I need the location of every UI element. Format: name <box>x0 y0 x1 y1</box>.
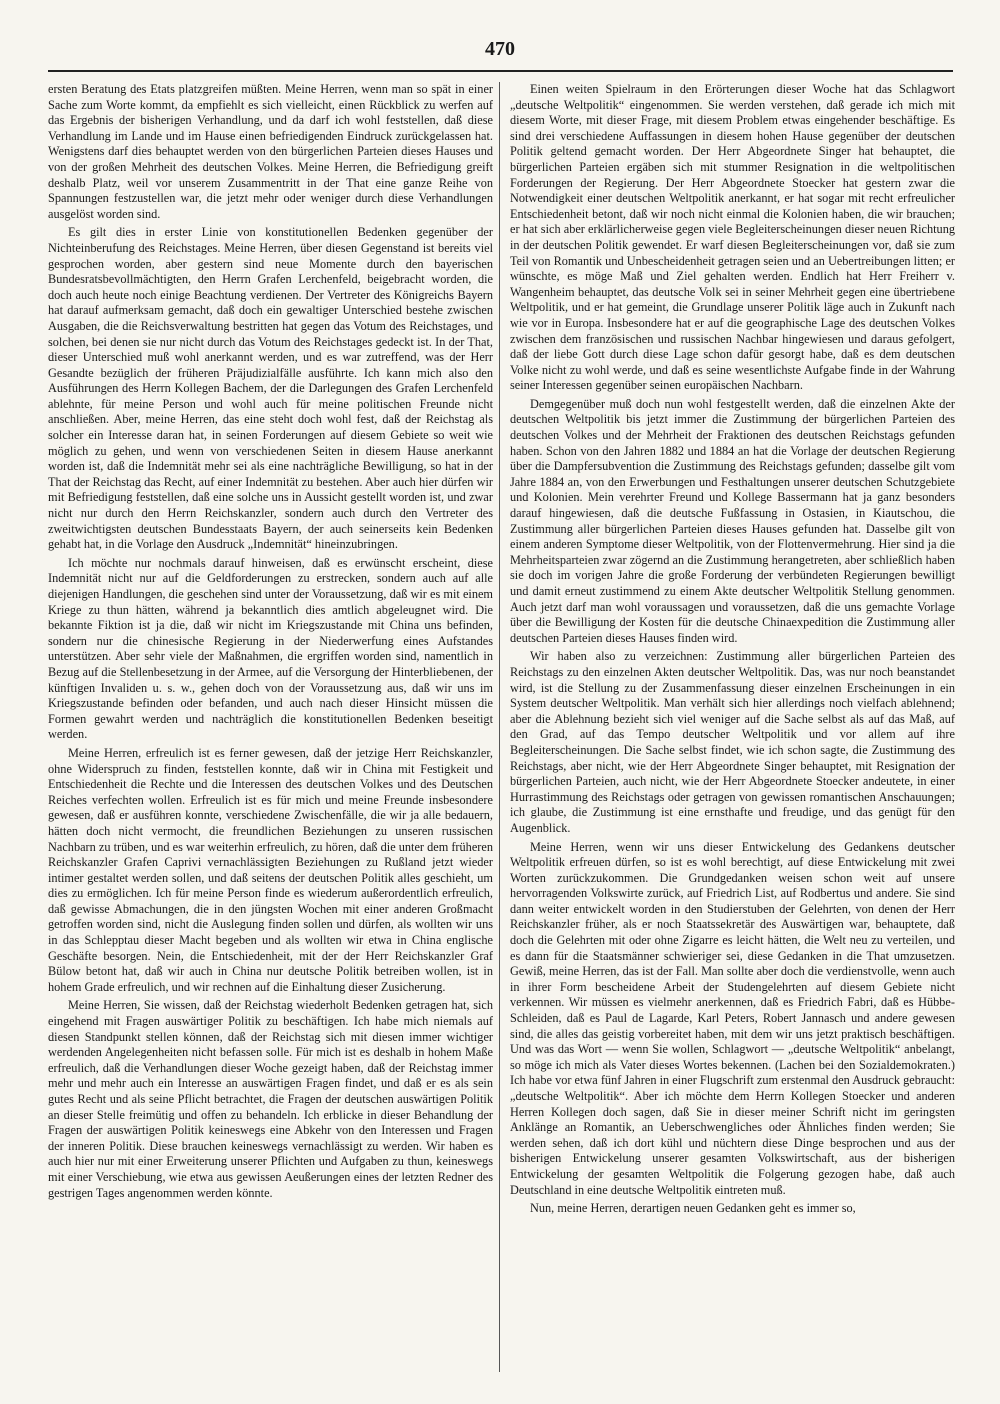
header-rule <box>48 70 953 72</box>
paragraph: Einen weiten Spielraum in den Erörterungen dieser Woche hat das Schlagwort „deutsche Weltpolitik“ eingenommen. Sie werden verstehen, daß gerade ich mich mit diesem Worte, mit dieser Frage, mit diesem Problem etwas eingehender beschäftige. Es sind drei verschiedene Auffassungen in diesem hohen Hause gegenüber der deutschen Politik geltend gemacht worden. Der Herr Abgeordnete Singer hat behauptet, die bürgerlichen Parteien ergäben sich mit stummer Resignation in die weltpolitischen Forderungen der Regierung. Der Herr Abgeordnete Stoecker hat gestern zwar die Notwendigkeit einer deutschen Weltpolitik anerkannt, er hat sogar mit recht erfreulicher Entschiedenheit betont, daß wir noch nicht einmal die Kolonien haben, die wir brauchen; er hat sich aber erklärlicherweise gegen viele Begleiterscheinungen dieser neuen Richtung in der deutschen Politik gewendet. Er warf diesen Begleiterscheinungen vor, daß sie zum Teil von Romantik und Unbescheidenheit getragen seien und an Uebertreibungen litten; er wünschte, es möge Maß und Ziel gehalten werden. Endlich hat Herr Freiherr v. Wangenheim behauptet, das deutsche Volk sei in seiner Mehrheit gegen eine übertriebene Weltpolitik, und er hat gemeint, die Grundlage unserer Politik läge auch in Zukunft nach wie vor in Europa. Insbesondere hat er auf die geographische Lage des deutschen Volkes zwischen dem französischen und russischen Nachbar hingewiesen und daraus gefolgert, daß der liebe Gott durch diese Lage schon dafür gesorgt habe, daß es dem deutschen Volke nicht zu wohl werde, und daß es seine wesentlichste Aufgabe finde in der Wahrung seiner Interessen gegenüber seinen europäischen Nachbarn. <box>510 82 955 393</box>
right-column <box>510 82 955 1372</box>
column-divider <box>499 82 500 1372</box>
left-column <box>48 82 493 1372</box>
paragraph: Meine Herren, wenn wir uns dieser Entwickelung des Gedankens deutscher Weltpolitik erfreuen dürfen, so ist es wohl berechtigt, auf diese Entwickelung mit zwei Worten zurückzukommen. Die Grundgedanken weisen schon weit auf unsere hervorragenden Volkswirte zurück, auf Friedrich List, auf Rodbertus und andere. Sie sind dann weiter entwickelt worden in den Studierstuben der Gelehrten, von denen der Herr Reichskanzler früher, als er noch Staatssekretär des Auswärtigen war, behauptete, daß doch die Gelehrten mit oder ohne Zigarre es leicht hätten, die Welt neu zu verteilen, und es dann für die Staatsmänner schwieriger sei, diese Gedanken in die That umzusetzen. Gewiß, meine Herren, das ist der Fall. Man sollte aber doch die verdienstvolle, wenn auch in ihrer Form bescheidene Arbeit der Studengelehrten auf diesem Gebiete nicht verkennen. Wir müssen es vielmehr anerkennen, daß es Friedrich Fabri, daß es Hübbe-Schleiden, daß es Paul de Lagarde, Karl Peters, Robert Jannasch und andere gewesen sind, die alles das geistig vorbereitet haben, mit dem wir uns jetzt praktisch beschäftigen. Und was das Wort — wenn Sie wollen, Schlagwort — „deutsche Weltpolitik“ anbelangt, so möge ich mich als Vater dieses Wortes bekennen. (Lachen bei den Sozialdemokraten.) Ich habe vor etwa fünf Jahren in einer Flugschrift zum erstenmal den Ausdruck gebraucht: „deutsche Weltpolitik“. Aber ich möchte dem Herrn Kollegen Stoecker und anderen Herren Kollegen doch sagen, daß Sie in dieser meiner Schrift nicht im geringsten Anklänge an Romantik, an Ueberschwengliches oder Ähnliches finden werden; Sie werden sehen, daß ich dort kühl und nüchtern diese Dinge besprochen und aus der bisherigen Entwickelung unserer gesamten Volkswirtschaft, aus der bisherigen Entwickelung der gesamten Weltpolitik die Folgerung gezogen habe, daß auch Deutschland in eine deutsche Weltpolitik eintreten muß. <box>510 839 955 1197</box>
paragraph: Meine Herren, erfreulich ist es ferner gewesen, daß der jetzige Herr Reichskanzler, ohne Widerspruch zu finden, feststellen konnte, daß wir in China mit Festigkeit und Entschiedenheit die Rechte und die Interessen des deutschen Volkes und des Deutschen Reiches verfechten wollen. Erfreulich ist es für mich und meine Freunde insbesondere gewesen, daß er ausführen konnte, verschiedene Zwischenfälle, die wir ja alle bedauern, hätten doch nicht vermocht, die freundlichen Beziehungen zu unseren russischen Nachbarn zu trüben, und es war weiterhin erfreulich, zu hören, daß die unter dem früheren Reichskanzler Grafen Caprivi vernachlässigten Beziehungen zu Rußland jetzt wieder intimer gestaltet werden sollen, und daß seitens der deutschen Politik alles geschieht, um dies zu ermöglichen. Ich für meine Person finde es wiederum außerordentlich erfreulich, daß gewisse Abmachungen, die in den jüngsten Wochen mit einer anderen Großmacht getroffen worden sind, nicht die Auslegung finden sollen und dürfen, als wollten wir uns in das Schlepptau dieser Macht begeben und als wollten wir etwa in China englische Geschäfte besorgen. Nein, die Entschiedenheit, mit der der Herr Reichskanzler Graf Bülow betont hat, daß wir auch in China nur deutsche Politik betreiben wollen, ist in hohem Grade erfreulich, und wir rechnen auf die Einhaltung dieser Zusicherung. <box>48 745 493 994</box>
paragraph: Es gilt dies in erster Linie von konstitutionellen Bedenken gegenüber der Nichteinberufung des Reichstages. Meine Herren, über diesen Gegenstand ist bereits viel gesprochen worden, aber gestern sind neue Momente durch den bayerischen Bundesratsbevollmächtigten, den Herrn Grafen Lerchenfeld, beigebracht worden, die doch auch heute noch einige Beachtung verdienen. Der Vertreter des Königreichs Bayern hat darauf aufmerksam gemacht, daß doch ein gewaltiger Unterschied bestehe zwischen Ausgaben, die die Reichsverwaltung bestritten hat gegen das Votum des Reichstages, und solchen, bei denen sie nur nicht durch das Votum des Reichstages gedeckt ist. In der That, dieser Unterschied muß wohl anerkannt werden, und es war zutreffend, was der Herr Gesandte bezüglich der früheren Präjudizialfälle ausführte. Ich kann mich also den Ausführungen des Herrn Kollegen Bachem, der die Darlegungen des Grafen Lerchenfeld ablehnte, für meine Person und wohl auch für meine politischen Freunde nicht anschließen. Aber, meine Herren, das eine steht doch wohl fest, daß der Reichstag als solcher ein Interesse daran hat, in seinen Forderungen auf diesem Gebiete so weit wie möglich zu gehen, und wenn von verschiedenen Seiten in diesem Hause anerkannt worden ist, daß die Indemnität mehr sei als eine nachträgliche Bewilligung, so hat in der That der Reichstag das Recht, auf einer Indemnität zu bestehen. Aber auch hier dürfen wir mit Befriedigung feststellen, daß eine solche uns in Aussicht gestellt worden ist, und zwar nicht nur durch den Herrn Reichskanzler, sondern auch durch den Vertreter des zweitwichtigsten deutschen Bundesstaats Bayern, der auch seinerseits kein Bedenken gehabt hat, in die Vorlage den Ausdruck „Indemnität“ hineinzubringen. <box>48 225 493 552</box>
paragraph: ersten Beratung des Etats platzgreifen müßten. Meine Herren, wenn man so spät in einer Sache zum Worte kommt, da empfiehlt es sich vielleicht, einen Rückblick zu werfen auf das Ergebnis der bisherigen Verhandlung, und da darf ich wohl feststellen, daß diese Verhandlung im Lande und im Hause einen befriedigenden Eindruck zurückgelassen hat. Wenigstens darf dies behauptet werden von den bürgerlichen Parteien dieses Hauses und von der großen Mehrheit des deutschen Volkes. Meine Herren, die Befriedigung greift deshalb Platz, weil vor unserem Zusammentritt in der That eine ganze Reihe von Spannungen festzustellen war, die jetzt mehr oder weniger durch diese Verhandlungen ausgelöst worden sind. <box>48 82 493 221</box>
paragraph: Nun, meine Herren, derartigen neuen Gedanken geht es immer so, <box>530 1201 856 1216</box>
paragraph: Wir haben also zu verzeichnen: Zustimmung aller bürgerlichen Parteien des Reichstags zu den einzelnen Akten deutscher Weltpolitik. Das, was nur noch beanstandet wird, ist die Stellung zu der Zusammenfassung dieser einzelnen Erscheinungen in ein System deutscher Weltpolitik. Man verhält sich hier allerdings noch vielfach ablehnend; aber die Ablehnung bezieht sich viel weniger auf die Sache selbst als auf das Maß, auf den Grad, auf das Tempo deutscher Weltpolitik und vor allem auf ihre Begleiterscheinungen. Die Sache selbst findet, wie ich schon sagte, die Zustimmung des Reichstags, aber nicht, wie der Herr Abgeordnete Singer behauptet, mit Resignation der bürgerlichen Parteien, auch nicht, wie der Herr Abgeordnete Stoecker andeutete, in einer Hurrastimmung des Reichstags oder getragen von gewissen romantischen Anschauungen; ich glaube, die Zustimmung ist eine ernsthafte und freudige, und das genügt für den Augenblick. <box>510 649 955 835</box>
paragraph: Demgegenüber muß doch nun wohl festgestellt werden, daß die einzelnen Akte der deutschen Weltpolitik bis jetzt immer die Zustimmung der bürgerlichen Parteien des deutschen Volkes und der Mehrheit der Fraktionen des deutschen Reichstags gefunden haben. Schon von den Jahren 1882 und 1884 an hat die Vorlage der deutschen Regierung über die Dampfersubvention die Zustimmung des Reichstags gefunden; dasselbe gilt vom Jahre 1884 an, von den Erwerbungen und Festhaltungen unserer deutschen Schutzgebiete und Kolonien. Mein verehrter Freund und Kollege Bassermann hat ja ganz besonders darauf hingewiesen, daß die deutsche Fußfassung in Ostasien, in Kiautschou, die Zustimmung aller bürgerlichen Parteien dieses Hauses gefunden hat. Dasselbe gilt von einem anderen Symptome dieser Weltpolitik, von der Flottenvermehrung. Hier sind ja die Mehrheitsparteien zwar zögernd an die Zustimmung herangetreten, aber schließlich haben sie doch im vorigen Jahre die große Forderung der verbündeten Regierungen bewilligt und damit erneut zustimmend zu einem Akte deutscher Weltpolitik Stellung genommen. Auch jetzt darf man wohl voraussagen und voraussetzen, daß die uns gemachte Vorlage über die Bewilligung der Kosten für die deutsche Chinaexpedition die Zustimmung aller deutschen Parteien dieses Hauses finden wird. <box>510 396 955 645</box>
page-number: 470 <box>485 38 515 60</box>
paragraph: Meine Herren, Sie wissen, daß der Reichstag wiederholt Bedenken getragen hat, sich eingehend mit Fragen auswärtiger Politik zu beschäftigen. Ich habe mich niemals auf diesen Standpunkt stellen können, daß der Reichstag sich mit diesen immer wichtiger werdenden Angelegenheiten nicht befassen solle. Für mich ist es deshalb in hohem Maße erfreulich, daß die Verhandlungen dieser Woche gezeigt haben, daß der Reichstag immer mehr und mehr auch ein Interesse an auswärtigen Fragen findet, und daß er es als sein gutes Recht und als seine Pflicht betrachtet, die Fragen der deutschen auswärtigen Politik an dieser Stelle freimütig und offen zu behandeln. Ich erblicke in dieser Behandlung der Fragen der auswärtigen Politik keineswegs eine Abkehr von den Interessen und Fragen der inneren Politik. Diese brauchen keineswegs vernachlässigt zu werden. Wir haben es auch hier nur mit einer Erweiterung unserer Pflichten und Aufgaben zu thun, keineswegs mit einer Verschiebung, wie etwa aus gewissen Aeußerungen eines der letzten Redner des gestrigen Tages angenommen werden könnte. <box>48 998 493 1200</box>
paragraph: Ich möchte nur nochmals darauf hinweisen, daß es erwünscht erscheint, diese Indemnität nicht nur auf die Geldforderungen zu erstrecken, sondern auch auf alle diejenigen Handlungen, die geschehen sind unter der Voraussetzung, daß wir es mit einem Kriege zu thun hätten, während ja bekanntlich dies amtlich abgeleugnet wird. Die bekannte Fiktion ist ja die, daß wir nicht im Kriegszustande mit China uns befinden, sondern nur die chinesische Regierung in der Niederwerfung eines Aufstandes unterstützen. Aber sehr viele der Maßnahmen, die ergriffen worden sind, namentlich in Bezug auf die Stellenbesetzung in der Armee, auf die Versorgung der Hinterbliebenen, der künftigen Invaliden u. s. w., gehen doch von der Voraussetzung aus, daß wir uns im Kriegszustande befinden oder befanden, und auch nach dieser Hinsicht müssen die Formen gewahrt werden und nachträglich die konstitutionellen Bedenken beseitigt werden. <box>48 555 493 742</box>
